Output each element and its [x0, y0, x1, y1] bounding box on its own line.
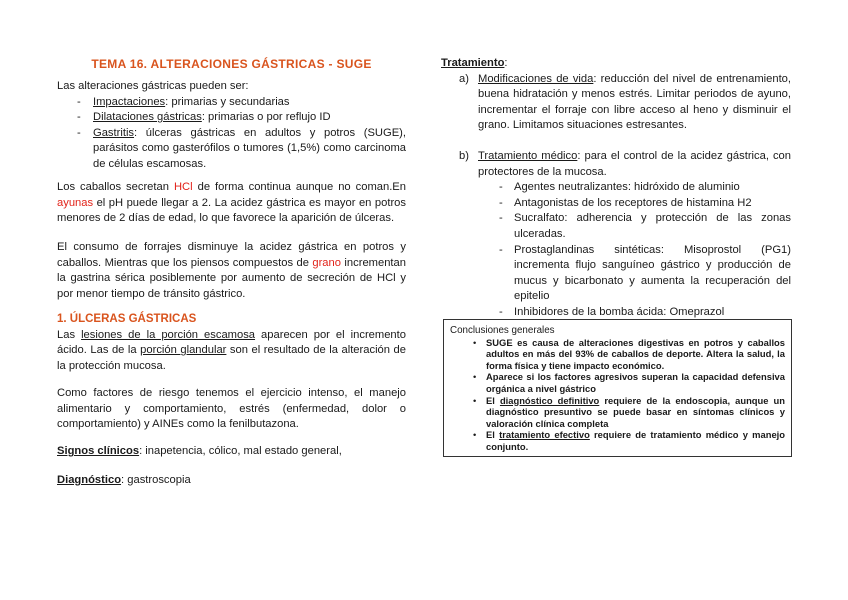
riesgo-paragraph: Como factores de riesgo tenemos el ejercicio intenso, el manejo alimentario y comportamiento, estrés (enfermedad, dolor o comportamiento) y AINEs como la fenilbutazona.: [57, 387, 406, 431]
tratamiento-block: [441, 56, 791, 321]
forrajes-paragraph: El consumo de forrajes disminuye la acidez gástrica en potros y caballos. Mientras que los piensos compuestos de grano incrementan la gastrina sérica posiblemente por aumento de secreción de HCl y por menor tiempo de tránsito gástrico.: [57, 241, 406, 300]
list-item: • El diagnóstico definitivo requiere de la endoscopia, aunque un diagnóstico presuntivo se puede basar en síntomas clínicos y valoración clínica completa: [450, 395, 785, 430]
diagnostico: Diagnóstico: gastroscopia: [57, 474, 191, 486]
tratamiento-b-list: [441, 180, 791, 320]
list-item: - Sucralfato: adherencia y protección de las zonas ulceradas.: [441, 211, 791, 242]
tratamiento-heading: Tratamiento:: [441, 57, 508, 69]
section-heading: 1. ÚLCERAS GÁSTRICAS: [57, 313, 197, 325]
list-item: - Agentes neutralizantes: hidróxido de aluminio: [441, 180, 791, 196]
signos-clinicos: Signos clínicos: inapetencia, cólico, mal estado general,: [57, 445, 342, 457]
intro-block: [57, 79, 406, 173]
list-item: - Dilataciones gástricas: primarias o por reflujo ID: [57, 110, 406, 126]
list-item: • El tratamiento efectivo requiere de tratamiento médico y manejo conjunto.: [450, 429, 785, 452]
intro-lead: Las alteraciones gástricas pueden ser:: [57, 80, 249, 92]
conclusiones-box: [443, 319, 792, 457]
tratamiento-b: b) Tratamiento médico: para el control de la acidez gástrica, con protectores de la mucosa.: [459, 149, 792, 178]
list-item: • SUGE es causa de alteraciones digestivas en potros y caballos adultos en más del 93% de caballos de deporte. Altera la salud, la forma física y tiene impacto económico.: [450, 337, 785, 372]
section-ulceras: [57, 312, 406, 374]
list-item: • Aparece si los factores agresivos superan la capacidad defensiva orgánica a nivel gástrico: [450, 371, 785, 394]
tratamiento-a: a) Modificaciones de vida: reducción del nivel de entrenamiento, buena hidratación y menos estrés. Limitar periodos de ayuno, incrementar el forraje con libre acceso al heno y disminuir el grano. Limitamos situaciones estresantes.: [459, 72, 792, 132]
list-item: - Gastritis: úlceras gástricas en adultos y potros (SUGE), parásitos como gasterófilos o tumores (1,5%) como carcinoma de células escamosas.: [57, 126, 406, 173]
page-title: TEMA 16. ALTERACIONES GÁSTRICAS - SUGE: [91, 57, 372, 71]
list-item: - Prostaglandinas sintéticas: Misoprostol (PG1) incrementa flujo sanguíneo gástrico y producción de mucus y bicarbonato y aumenta la recuperación del epitelio: [441, 243, 791, 305]
list-item: - Antagonistas de los receptores de histamina H2: [441, 196, 791, 212]
hcl-paragraph: Los caballos secretan HCl de forma continua aunque no coman.En ayunas el pH puede llegar a 2. La acidez gástrica es mayor en potros menores de 2 días de edad, lo que favorece la aparición de úlceras.: [57, 181, 406, 225]
list-item: - Impactaciones: primarias y secundarias: [57, 95, 406, 111]
intro-list: [57, 95, 406, 173]
conclusiones-list: [450, 337, 785, 453]
list-item: - Inhibidores de la bomba ácida: Omeprazol: [441, 305, 791, 321]
conclusiones-title: Conclusiones generales: [450, 325, 555, 336]
section-text: Las lesiones de la porción escamosa aparecen por el incremento ácido. Las de la porción glandular son el resultado de la alteración de la protección mucosa.: [57, 328, 406, 372]
